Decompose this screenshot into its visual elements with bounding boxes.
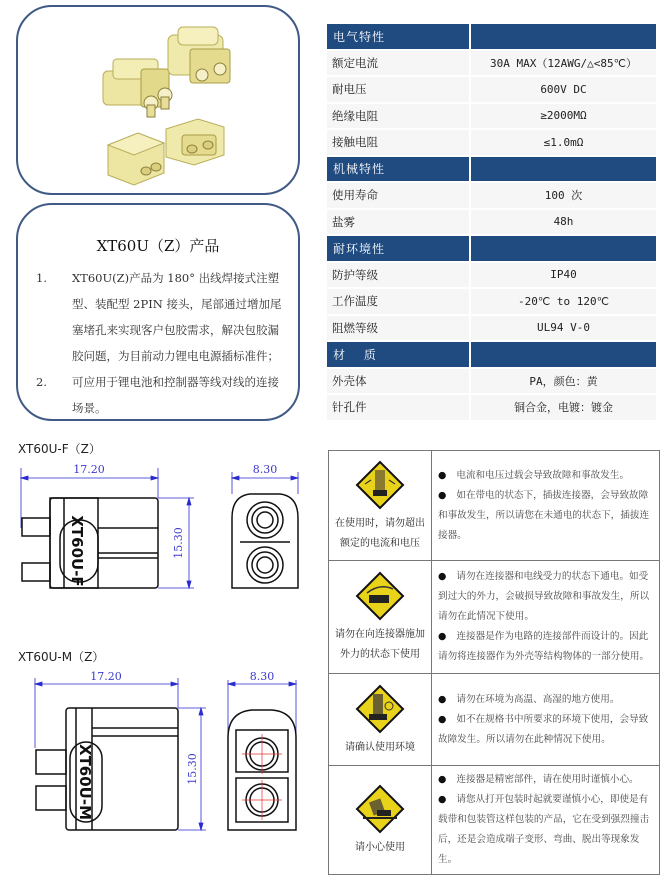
drawing-title-female: XT60U-F（Z） — [18, 442, 101, 456]
spec-row — [327, 263, 656, 288]
bullet-icon: ● — [438, 469, 447, 481]
spec-label: 额定电流 — [327, 51, 469, 76]
section-title: 材 质 — [327, 342, 469, 367]
caution-bullet: ● 请勿在环境为高温、高湿的地方使用。 — [438, 693, 620, 705]
spec-value: IP40 — [471, 263, 656, 288]
section-header-mechanical — [327, 157, 656, 182]
marking-text: XT60U-M — [76, 743, 94, 821]
spec-value: 48h — [471, 210, 656, 235]
spec-label: 阻燃等级 — [327, 316, 469, 341]
spec-label: 绝缘电阻 — [327, 104, 469, 129]
product-photo — [18, 7, 298, 193]
caution-row — [329, 766, 660, 875]
spec-value: 600V DC — [471, 77, 656, 102]
caution-label: 在使用时，请勿超出额定的电流和电压 — [335, 517, 425, 549]
product-photo-panel — [16, 5, 300, 195]
spec-row — [327, 316, 656, 341]
product-title: XT60U（Z）产品 — [96, 237, 220, 255]
feature-item — [36, 265, 284, 369]
spec-label: 接触电阻 — [327, 130, 469, 155]
spec-label: 使用寿命 — [327, 183, 469, 208]
front-width-dimension: 8.30 — [249, 670, 275, 683]
feature-text: 可应用于锂电池和控制器等线对线的连接场景。 — [72, 375, 279, 415]
spec-row — [327, 183, 656, 208]
section-header-environmental — [327, 236, 656, 261]
spec-row — [327, 130, 656, 155]
handle-with-care-icon — [355, 784, 405, 834]
width-dimension: 17.20 — [90, 670, 122, 683]
spec-table — [325, 22, 658, 422]
spec-value: ≤1.0mΩ — [471, 130, 656, 155]
caution-bullet: ● 请您从打开包装时起就要谨慎小心，即使是有载带和包装管这样包装的产品，它在受到强烈撞击后，还是会造成端子变形、弯曲、脱出等现象发生。 — [438, 794, 650, 865]
spec-value: 铜合金，电镀：镀金 — [471, 395, 656, 420]
bullet-icon: ● — [438, 631, 447, 642]
caution-bullet: ● 连接器是精密部件，请在使用时谨慎小心。 — [438, 774, 639, 785]
caution-label: 请小心使用 — [355, 842, 405, 853]
caution-row — [329, 451, 660, 561]
external-force-warning-icon — [355, 571, 405, 621]
caution-bullet: ● 如在带电的状态下，插拔连接器，会导致故障和事故发生，所以请您在未通电的状态下，插拔连接器。 — [438, 489, 650, 541]
bullet-icon: ● — [438, 713, 447, 725]
spec-value: UL94 V-0 — [471, 316, 656, 341]
spec-row — [327, 369, 656, 394]
caution-row — [329, 561, 660, 674]
spec-row — [327, 210, 656, 235]
spec-label: 防护等级 — [327, 263, 469, 288]
bullet-icon: ● — [438, 693, 447, 705]
drawing-title-male: XT60U-M（Z） — [18, 650, 105, 664]
connector-image-4 — [166, 119, 224, 165]
caution-row — [329, 674, 660, 766]
drawing-xt60u-m — [0, 668, 320, 868]
connector-image-1 — [103, 59, 172, 117]
spec-label: 耐电压 — [327, 77, 469, 102]
feature-number: 2. — [36, 375, 47, 389]
spec-label: 外壳体 — [327, 369, 469, 394]
section-header-material — [327, 342, 656, 367]
bullet-icon: ● — [438, 774, 447, 785]
spec-value: 30A MAX（12AWG/△<85℃） — [471, 51, 656, 76]
connector-image-3 — [108, 133, 164, 185]
caution-label: 请确认使用环境 — [345, 741, 415, 753]
drawing-xt60u-f — [0, 458, 320, 648]
bullet-icon: ● — [438, 489, 447, 501]
spec-value: PA，颜色：黄 — [471, 369, 656, 394]
bullet-icon: ● — [438, 571, 447, 582]
spec-row — [327, 51, 656, 76]
front-width-dimension: 8.30 — [252, 463, 278, 476]
feature-number: 1. — [36, 271, 47, 285]
section-title: 机械特性 — [327, 157, 469, 182]
environment-warning-icon — [355, 684, 405, 734]
section-header-electrical — [327, 24, 656, 49]
caution-bullet: ● 请勿在连接器和电线受力的状态下通电。如受到过大的外力，会破损导致故障和事故发生，所以请勿在此情况下使用。 — [438, 571, 650, 622]
feature-item — [36, 369, 284, 421]
spec-row — [327, 104, 656, 129]
caution-bullet: ● 连接器是作为电路的连接部件而设计的。因此请勿将连接器作为外壳等结构物体的一部分使用。 — [438, 631, 650, 662]
spec-row — [327, 77, 656, 102]
connector-image-2 — [168, 27, 230, 83]
bullet-icon: ● — [438, 794, 447, 805]
section-title: 电气特性 — [327, 24, 469, 49]
caution-bullet: ● 电流和电压过载会导致故障和事故发生。 — [438, 469, 630, 481]
spec-row — [327, 289, 656, 314]
spec-label: 工作温度 — [327, 289, 469, 314]
spec-row — [327, 395, 656, 420]
spec-value: ≥2000MΩ — [471, 104, 656, 129]
caution-table — [328, 450, 660, 875]
overload-warning-icon — [355, 460, 405, 510]
caution-bullet: ● 如不在规格书中所要求的环境下使用，会导致故障发生。所以请勿在此种情况下使用。 — [438, 713, 649, 745]
feature-list — [36, 265, 284, 421]
spec-label: 盐雾 — [327, 210, 469, 235]
spec-value: -20℃ to 120℃ — [471, 289, 656, 314]
height-dimension: 15.30 — [186, 753, 199, 785]
product-intro-panel — [16, 203, 300, 421]
height-dimension: 15.30 — [172, 527, 185, 559]
section-title: 耐环境性 — [327, 236, 469, 261]
caution-label: 请勿在向连接器施加外力的状态下使用 — [335, 629, 425, 660]
width-dimension: 17.20 — [73, 463, 105, 476]
spec-label: 针孔件 — [327, 395, 469, 420]
spec-value: 100 次 — [471, 183, 656, 208]
marking-text: XT60U-F — [68, 515, 86, 587]
feature-text: XT60U(Z)产品为 180° 出线焊接式注塑型、装配型 2PIN 接头，尾部通过增加尾塞堵孔来实现客户包胶需求，解决包胶漏胶问题，为目前动力锂电电源插标准件； — [72, 271, 282, 363]
